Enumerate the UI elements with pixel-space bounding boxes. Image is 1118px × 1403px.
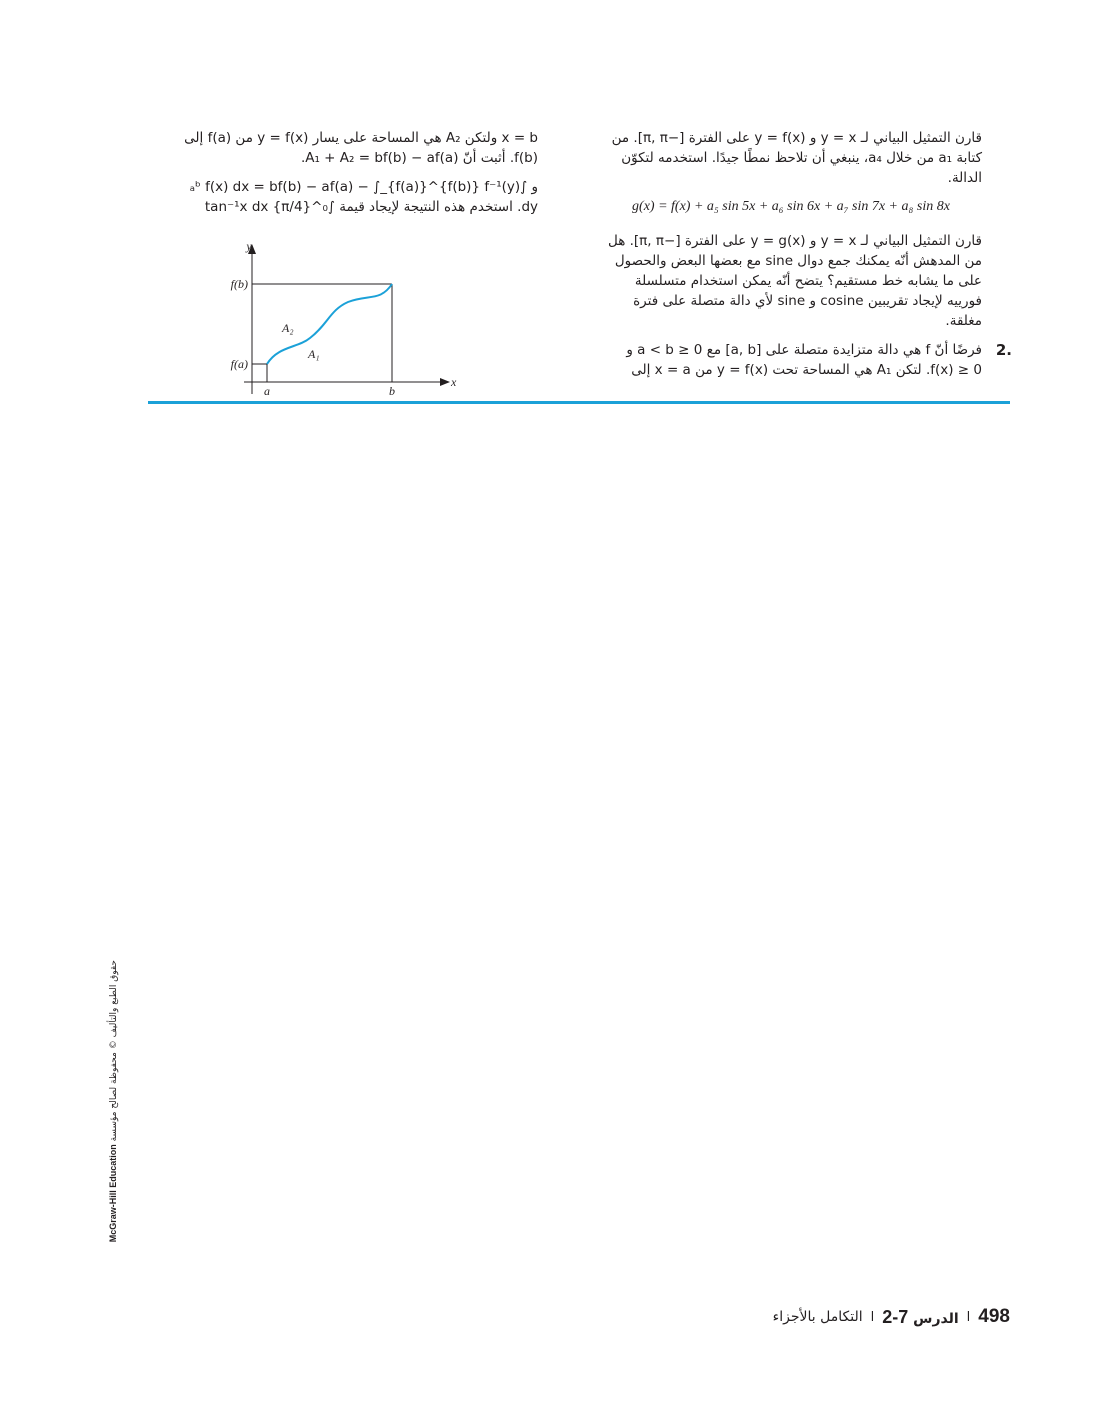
continuation-paragraph: x = b ولتكن A₂ هي المساحة على يسار y = f(x) من f(a) إلى f(b). أثبت أنّ A₁ + A₂ = bf(b) − af(a). [184,130,538,166]
page-footer [773,1306,1010,1328]
fb-label: f(b) [230,277,248,291]
x-axis-arrow [440,378,450,386]
A1-label: A₁ [308,347,320,361]
lesson-label [882,1307,958,1328]
item-number: 2. [995,341,1012,359]
left-column [168,128,538,226]
footer-separator-1: ا [966,1309,971,1325]
exercise-paragraph-2: قارن التمثيل البياني لـ y = x و y = g(x) على الفترة [−π, π]. هل من المدهش أنّه يمكنك جمع دوال sine مع بعضها البعض والحصول على ما يشابه خط مستقيم؟ يتضح أنّه يمكن استخدام متسلسلة فورييه لإيجاد تقريبين cosine و sine لأي دالة متصلة على فترة مغلقة. [607,233,982,329]
right-column [600,128,1012,389]
exercise-paragraph-1: قارن التمثيل البياني لـ y = x و y = f(x) على الفترة [−π, π]. من كتابة a₁ من خلال a₄، ينبغي أن تلاحظ نمطًا جيدًا. استخدمه لتكوّن الدالة. [611,130,982,186]
lesson-word: الدرس [913,1310,959,1327]
copyright-text: حقوق الطبع والتأليف © محفوظة لصالح مؤسسة [109,960,119,1142]
copyright-sidebar [108,960,119,1280]
footer-separator-2: ا [870,1309,875,1325]
a-label: a [264,384,270,398]
integral-paragraph: و ∫ₐᵇ f(x) dx = bf(b) − af(a) − ∫_{f(a)}^{f(b)} f⁻¹(y) dy. استخدم هذه النتيجة لإيجاد قيمة ∫₀^{π/4} tan⁻¹x dx [189,179,538,215]
y-axis-label: y [246,239,252,253]
publisher-name: McGraw-Hill Education [108,1144,118,1243]
A2-label: A₂ [282,321,294,335]
page-number: 498 [978,1306,1010,1327]
b-label: b [389,384,395,398]
g-formula: g(x) = f(x) + a₅ sin 5x + a₆ sin 6x + a₇ sin 7x + a₈ sin 8x [632,199,950,214]
item-text: فرضًا أنّ f هي دالة متزايدة متصلة على [a, b] مع 0 ≤ a < b و f(x) ≥ 0. لتكن A₁ هي المساحة تحت y = f(x) من x = a إلى [626,342,982,378]
lesson-title: التكامل بالأجزاء [772,1309,863,1325]
lesson-number: 7-2 [882,1306,909,1327]
exercise-item-2 [600,340,1012,380]
section-divider [148,401,1010,404]
fa-label: f(a) [230,357,248,371]
x-axis-label: x [451,375,457,389]
area-graph [218,236,464,402]
